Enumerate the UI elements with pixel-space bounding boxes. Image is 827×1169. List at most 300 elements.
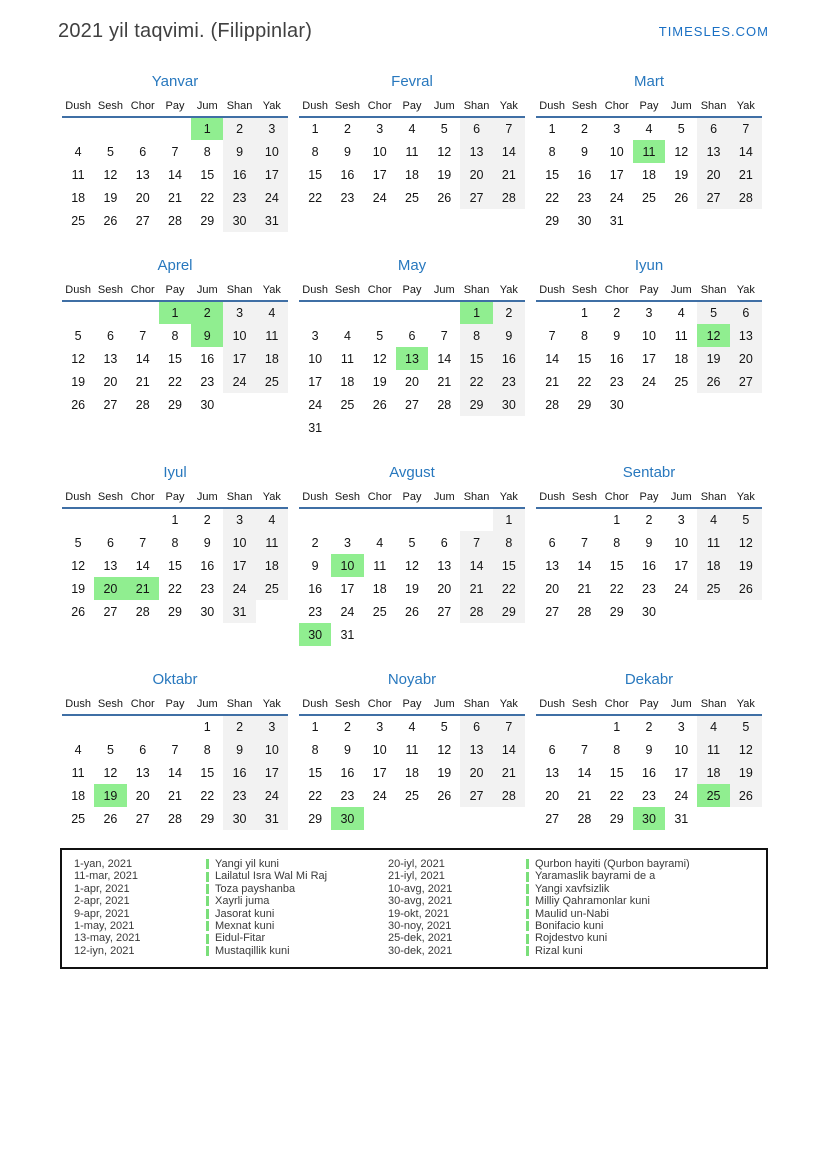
month-title: Dekabr [624, 671, 674, 688]
week-row [299, 140, 525, 163]
date-cell: 2 [645, 720, 653, 734]
date-cell: 1 [159, 301, 191, 324]
date-cell: 1 [613, 513, 621, 527]
week-row [536, 715, 762, 738]
weekday-label: Yak [736, 99, 755, 112]
date-cell: 12 [674, 144, 689, 159]
date-cell: 27 [135, 811, 150, 826]
date-cell: 4 [697, 508, 729, 531]
weekday-label: Chor [604, 490, 629, 503]
weekday-label: Shan [700, 697, 727, 710]
weekday-label: Sesh [571, 697, 597, 710]
date-cell: 10 [256, 140, 288, 163]
weekday-header-row [536, 281, 762, 301]
weekday-label: Pay [402, 283, 422, 296]
weekday-header-row [536, 695, 762, 715]
date-cell: 23 [340, 190, 355, 205]
legend-date: 12-iyn, 2021 [74, 944, 135, 957]
legend-holiday-item [526, 908, 762, 920]
weekday-header-row [536, 488, 762, 508]
date-cell: 12 [730, 738, 762, 761]
week-row [62, 577, 288, 600]
weekday-label: Pay [165, 283, 185, 296]
week-row [536, 508, 762, 531]
date-cell: 17 [256, 163, 288, 186]
date-cell: 24 [223, 577, 255, 600]
month-calendar [62, 257, 288, 439]
legend-marker-icon [206, 909, 209, 919]
date-cell: 24 [340, 604, 355, 619]
date-cell: 27 [135, 213, 150, 228]
legend-holiday-name: Maulid un-Nabi [535, 907, 609, 920]
empty-cell [730, 600, 762, 623]
date-cell: 27 [730, 370, 762, 393]
month-title: Avgust [389, 464, 435, 481]
legend-date: 13-may, 2021 [74, 932, 141, 945]
date-cell: 31 [256, 807, 288, 830]
date-cell: 16 [642, 765, 656, 780]
date-cell: 19 [674, 167, 689, 182]
weekday-label: Pay [402, 99, 422, 112]
date-cell: 8 [460, 324, 492, 347]
weekday-label: Shan [226, 697, 253, 710]
legend-holiday-item [526, 895, 762, 907]
date-cell: 23 [609, 374, 624, 389]
date-cell: 5 [730, 715, 762, 738]
weekday-label: Chor [130, 283, 155, 296]
date-cell: 1 [191, 117, 223, 140]
date-cell: 13 [135, 167, 150, 182]
weekday-label: Jum [433, 697, 455, 710]
date-cell: 24 [642, 374, 656, 389]
week-row [299, 393, 525, 416]
date-cell: 20 [460, 163, 492, 186]
date-cell: 5 [74, 535, 82, 550]
date-cell: 31 [674, 811, 689, 826]
week-row [299, 623, 525, 646]
empty-cell [127, 301, 159, 324]
date-cell: 26 [103, 213, 118, 228]
week-row [299, 508, 525, 531]
week-row [62, 554, 288, 577]
date-cell: 27 [460, 186, 492, 209]
date-cell: 22 [200, 190, 215, 205]
date-cell: 24 [308, 397, 323, 412]
date-cell: 19 [94, 784, 126, 807]
empty-cell [493, 416, 525, 439]
empty-cell [94, 715, 126, 738]
date-cell: 7 [171, 144, 179, 159]
week-row [536, 600, 762, 623]
month-title: Noyabr [387, 671, 437, 688]
legend-date: 9-apr, 2021 [74, 907, 130, 920]
date-cell: 17 [340, 581, 355, 596]
weekday-header-row [299, 488, 525, 508]
date-cell: 19 [730, 761, 762, 784]
date-cell: 20 [135, 190, 150, 205]
week-row [536, 761, 762, 784]
date-cell: 28 [493, 186, 525, 209]
date-cell: 17 [609, 167, 624, 182]
weekday-label: Pay [165, 99, 185, 112]
date-cell: 18 [697, 761, 729, 784]
date-cell: 11 [697, 531, 729, 554]
date-cell: 22 [460, 370, 492, 393]
empty-cell [665, 209, 697, 232]
weekday-label: Pay [402, 490, 422, 503]
date-cell: 8 [580, 328, 588, 343]
date-cell: 18 [340, 374, 355, 389]
legend-holiday-item [526, 858, 762, 870]
date-cell: 4 [343, 328, 351, 343]
weekday-label: Chor [130, 697, 155, 710]
date-cell: 19 [71, 581, 86, 596]
date-cell: 20 [697, 163, 729, 186]
date-cell: 4 [74, 742, 82, 757]
date-cell: 1 [311, 720, 319, 734]
week-row [62, 347, 288, 370]
date-cell: 7 [493, 715, 525, 738]
week-row [536, 531, 762, 554]
weekday-label: Jum [670, 99, 692, 112]
date-cell: 18 [405, 765, 419, 780]
weekday-label: Shan [463, 490, 490, 503]
date-cell: 11 [256, 531, 288, 554]
weekday-label: Shan [463, 99, 490, 112]
weekday-label: Pay [402, 697, 422, 710]
date-cell: 15 [609, 765, 624, 780]
date-cell: 9 [203, 535, 211, 550]
week-row [299, 738, 525, 761]
date-cell: 13 [460, 738, 492, 761]
date-cell: 6 [460, 117, 492, 140]
date-cell: 19 [437, 765, 452, 780]
date-cell: 4 [408, 122, 416, 136]
date-cell: 2 [343, 720, 351, 734]
date-cell: 11 [633, 140, 665, 163]
weekday-label: Chor [367, 283, 392, 296]
date-cell: 7 [171, 742, 179, 757]
date-cell: 21 [135, 374, 150, 389]
date-cell: 26 [71, 397, 86, 412]
legend-marker-icon [526, 921, 529, 931]
date-cell: 6 [440, 535, 448, 550]
date-cell: 10 [674, 535, 689, 550]
date-cell: 11 [373, 558, 387, 573]
date-cell: 31 [256, 209, 288, 232]
weekday-label: Shan [226, 99, 253, 112]
empty-cell [299, 301, 331, 324]
week-row [299, 370, 525, 393]
empty-cell [633, 209, 665, 232]
month-grid [536, 488, 762, 623]
weekday-label: Yak [499, 283, 518, 296]
date-cell: 3 [223, 301, 255, 324]
date-cell: 21 [460, 577, 492, 600]
weekday-header-row [62, 281, 288, 301]
legend-date: 1-yan, 2021 [74, 858, 133, 870]
date-cell: 12 [103, 167, 118, 182]
legend-holiday-name: Lailatul Isra Wal Mi Raj [215, 870, 328, 883]
legend-holiday-item [206, 858, 388, 870]
date-cell: 29 [200, 811, 215, 826]
week-row [536, 301, 762, 324]
date-cell: 24 [674, 581, 689, 596]
month-calendar [536, 464, 762, 646]
date-cell: 19 [437, 167, 452, 182]
date-cell: 4 [408, 720, 416, 734]
empty-cell [493, 807, 525, 830]
date-cell: 18 [642, 167, 656, 182]
date-cell: 14 [135, 558, 150, 573]
empty-cell [331, 416, 363, 439]
empty-cell [730, 209, 762, 232]
date-cell: 29 [168, 397, 182, 412]
date-cell: 10 [674, 742, 689, 757]
date-cell: 2 [311, 535, 319, 550]
date-cell: 1 [493, 508, 525, 531]
date-cell: 29 [460, 393, 492, 416]
weekday-label: Dush [539, 697, 565, 710]
date-cell: 18 [697, 554, 729, 577]
date-cell: 25 [340, 397, 355, 412]
date-cell: 8 [548, 144, 556, 159]
legend-holiday-name: Milliy Qahramonlar kuni [535, 895, 650, 908]
weekday-label: Jum [196, 490, 218, 503]
date-cell: 30 [223, 807, 255, 830]
date-cell: 29 [609, 604, 624, 619]
empty-cell [256, 393, 288, 416]
weekday-label: Sesh [334, 697, 360, 710]
date-cell: 27 [545, 811, 560, 826]
date-cell: 21 [168, 788, 182, 803]
weekday-label: Jum [433, 490, 455, 503]
date-cell: 15 [609, 558, 624, 573]
empty-cell [396, 416, 428, 439]
weekday-label: Yak [736, 697, 755, 710]
date-cell: 22 [545, 190, 560, 205]
holiday-legend [60, 848, 768, 969]
date-cell: 9 [343, 144, 351, 159]
weekday-label: Sesh [571, 283, 597, 296]
empty-cell [568, 508, 600, 531]
empty-cell [428, 508, 460, 531]
empty-cell [62, 301, 94, 324]
date-cell: 20 [437, 581, 452, 596]
weekday-label: Yak [736, 283, 755, 296]
empty-cell [159, 715, 191, 738]
date-cell: 5 [440, 122, 448, 136]
legend-marker-icon [526, 896, 529, 906]
date-cell: 24 [256, 186, 288, 209]
date-cell: 8 [171, 535, 179, 550]
weekday-label: Chor [604, 99, 629, 112]
weekday-label: Chor [604, 697, 629, 710]
month-grid [299, 488, 525, 646]
date-cell: 4 [645, 122, 653, 136]
date-cell: 16 [200, 351, 215, 366]
date-cell: 26 [674, 190, 689, 205]
empty-cell [568, 715, 600, 738]
empty-cell [94, 301, 126, 324]
week-row [62, 163, 288, 186]
month-grid [62, 281, 288, 416]
legend-marker-icon [206, 921, 209, 931]
weekday-header-row [299, 97, 525, 117]
empty-cell [633, 393, 665, 416]
empty-cell [665, 600, 697, 623]
date-cell: 2 [613, 306, 621, 320]
date-cell: 29 [493, 600, 525, 623]
date-cell: 5 [376, 328, 384, 343]
weekday-label: Jum [433, 283, 455, 296]
date-cell: 8 [311, 742, 319, 757]
date-cell: 8 [613, 535, 621, 550]
date-cell: 18 [674, 351, 689, 366]
legend-marker-icon [526, 872, 529, 882]
date-cell: 9 [645, 742, 653, 757]
legend-holiday-item [526, 932, 762, 944]
month-grid [536, 97, 762, 232]
date-cell: 28 [135, 397, 150, 412]
date-cell: 18 [71, 190, 86, 205]
date-cell: 11 [340, 351, 354, 366]
week-row [536, 347, 762, 370]
month-calendar [62, 671, 288, 830]
empty-cell [493, 623, 525, 646]
week-row [62, 117, 288, 140]
weekday-label: Jum [670, 697, 692, 710]
date-cell: 23 [642, 581, 656, 596]
date-cell: 16 [340, 167, 355, 182]
date-cell: 9 [311, 558, 319, 573]
weekday-label: Shan [226, 283, 253, 296]
site-link[interactable]: TIMESLES.COM [658, 24, 769, 39]
date-cell: 20 [94, 577, 126, 600]
date-cell: 12 [372, 351, 387, 366]
date-cell: 2 [203, 513, 211, 527]
weekday-header-row [62, 695, 288, 715]
week-row [62, 761, 288, 784]
date-cell: 19 [405, 581, 419, 596]
date-cell: 26 [405, 604, 419, 619]
week-row [62, 508, 288, 531]
date-cell: 30 [200, 604, 215, 619]
legend-grid [74, 858, 762, 957]
date-cell: 4 [256, 301, 288, 324]
month-title: Oktabr [152, 671, 198, 688]
week-row [299, 301, 525, 324]
date-cell: 2 [223, 715, 255, 738]
date-cell: 15 [460, 347, 492, 370]
date-cell: 24 [609, 190, 624, 205]
months-grid [62, 73, 762, 830]
empty-cell [730, 393, 762, 416]
date-cell: 13 [103, 558, 118, 573]
weekday-label: Jum [196, 99, 218, 112]
date-cell: 12 [437, 144, 452, 159]
empty-cell [364, 623, 396, 646]
date-cell: 16 [200, 558, 215, 573]
week-row [299, 163, 525, 186]
date-cell: 31 [609, 213, 624, 228]
month-calendar [536, 671, 762, 830]
legend-holiday-item [206, 883, 388, 895]
legend-holiday-name: Mustaqillik kuni [215, 944, 290, 957]
month-title: Mart [634, 73, 664, 90]
date-cell: 26 [71, 604, 86, 619]
date-cell: 17 [223, 554, 255, 577]
date-cell: 12 [730, 531, 762, 554]
week-row [62, 324, 288, 347]
date-cell: 20 [730, 347, 762, 370]
date-cell: 21 [168, 190, 182, 205]
date-cell: 24 [372, 788, 387, 803]
date-cell: 23 [340, 788, 355, 803]
weekday-label: Chor [130, 99, 155, 112]
date-cell: 5 [677, 122, 685, 136]
weekday-label: Sesh [97, 490, 123, 503]
date-cell: 19 [372, 374, 387, 389]
date-cell: 17 [674, 558, 689, 573]
date-cell: 15 [308, 765, 323, 780]
weekday-label: Yak [262, 490, 281, 503]
date-cell: 12 [437, 742, 452, 757]
weekday-label: Pay [165, 697, 185, 710]
legend-holiday-item [526, 883, 762, 895]
legend-holiday-name: Jasorat kuni [215, 907, 275, 920]
date-cell: 17 [372, 765, 387, 780]
date-cell: 5 [408, 535, 416, 550]
month-grid [299, 695, 525, 830]
date-cell: 30 [493, 393, 525, 416]
empty-cell [536, 508, 568, 531]
empty-cell [331, 301, 363, 324]
date-cell: 21 [577, 788, 592, 803]
date-cell: 28 [577, 604, 592, 619]
weekday-label: Dush [302, 490, 328, 503]
date-cell: 21 [493, 761, 525, 784]
date-cell: 10 [609, 144, 624, 159]
date-cell: 29 [308, 811, 323, 826]
month-grid [299, 97, 525, 209]
date-cell: 11 [674, 328, 688, 343]
week-row [62, 140, 288, 163]
weekday-label: Yak [262, 697, 281, 710]
legend-date: 25-dek, 2021 [388, 932, 453, 945]
week-row [299, 117, 525, 140]
date-cell: 10 [256, 738, 288, 761]
month-grid [62, 97, 288, 232]
empty-cell [62, 715, 94, 738]
date-cell: 30 [577, 213, 592, 228]
legend-holiday-item [206, 895, 388, 907]
week-row [536, 577, 762, 600]
legend-marker-icon [206, 896, 209, 906]
empty-cell [665, 393, 697, 416]
date-cell: 17 [372, 167, 387, 182]
empty-cell [396, 623, 428, 646]
date-cell: 7 [548, 328, 556, 343]
week-row [536, 117, 762, 140]
date-cell: 8 [171, 328, 179, 343]
date-cell: 6 [548, 535, 556, 550]
date-cell: 8 [493, 531, 525, 554]
date-cell: 17 [308, 374, 323, 389]
date-cell: 22 [577, 374, 592, 389]
date-cell: 15 [200, 167, 215, 182]
week-row [536, 209, 762, 232]
